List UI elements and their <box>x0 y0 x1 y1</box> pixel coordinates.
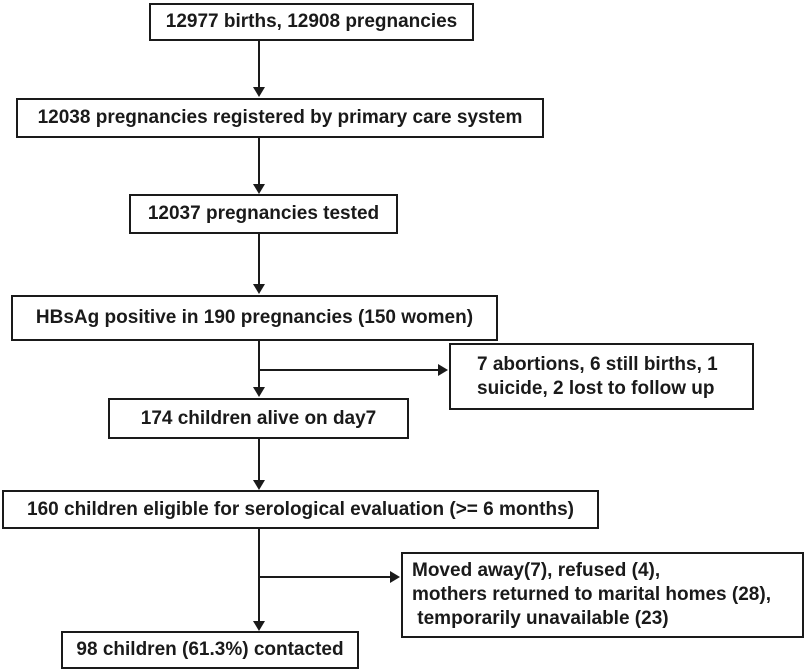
births-box <box>149 3 474 41</box>
connector-hbsag-alive <box>258 341 260 387</box>
arrowhead-hbsag-alive <box>253 387 265 397</box>
branch-line-second-exclusion <box>258 576 390 578</box>
first-exclusion-box <box>449 343 754 410</box>
second-exclusion-line-1: Moved away(7), refused (4), <box>412 560 661 581</box>
arrowhead-second-exclusion <box>390 571 400 583</box>
second-exclusion-line-3: temporarily unavailable (23) <box>412 608 669 629</box>
alive-text: 174 children alive on day7 <box>140 407 377 429</box>
first-exclusion-line-2: suicide, 2 lost to follow up <box>477 377 715 399</box>
tested-box <box>129 194 398 234</box>
contacted-text: 98 children (61.3%) contacted <box>76 639 344 660</box>
arrowhead-alive-eligible <box>253 480 265 490</box>
hbsag-box <box>11 295 498 341</box>
branch-line-first-exclusion <box>258 369 438 371</box>
eligible-box <box>2 490 599 529</box>
alive-box <box>108 398 409 439</box>
births-text: 12977 births, 12908 pregnancies <box>165 11 458 32</box>
arrowhead-registered-tested <box>253 184 265 194</box>
registered-text: 12038 pregnancies registered by primary care system <box>37 107 523 128</box>
eligible-text: 160 children eligible for serological evaluation (>= 6 months) <box>27 498 574 520</box>
tested-text: 12037 pregnancies tested <box>147 203 380 224</box>
arrowhead-tested-hbsag <box>253 284 265 294</box>
connector-alive-eligible <box>258 439 260 480</box>
connector-registered-tested <box>258 138 260 184</box>
hbsag-text: HBsAg positive in 190 pregnancies (150 women) <box>35 307 474 328</box>
arrowhead-eligible-contacted <box>253 621 265 631</box>
registered-box <box>16 98 544 138</box>
first-exclusion-line-1: 7 abortions, 6 still births, 1 <box>477 353 718 375</box>
second-exclusion-box <box>401 552 804 638</box>
connector-tested-hbsag <box>258 234 260 284</box>
arrowhead-births-registered <box>253 87 265 97</box>
connector-eligible-contacted <box>258 529 260 621</box>
second-exclusion-line-2: mothers returned to marital homes (28), <box>412 584 771 605</box>
contacted-box <box>61 631 359 669</box>
arrowhead-first-exclusion <box>438 364 448 376</box>
connector-births-registered <box>258 41 260 87</box>
